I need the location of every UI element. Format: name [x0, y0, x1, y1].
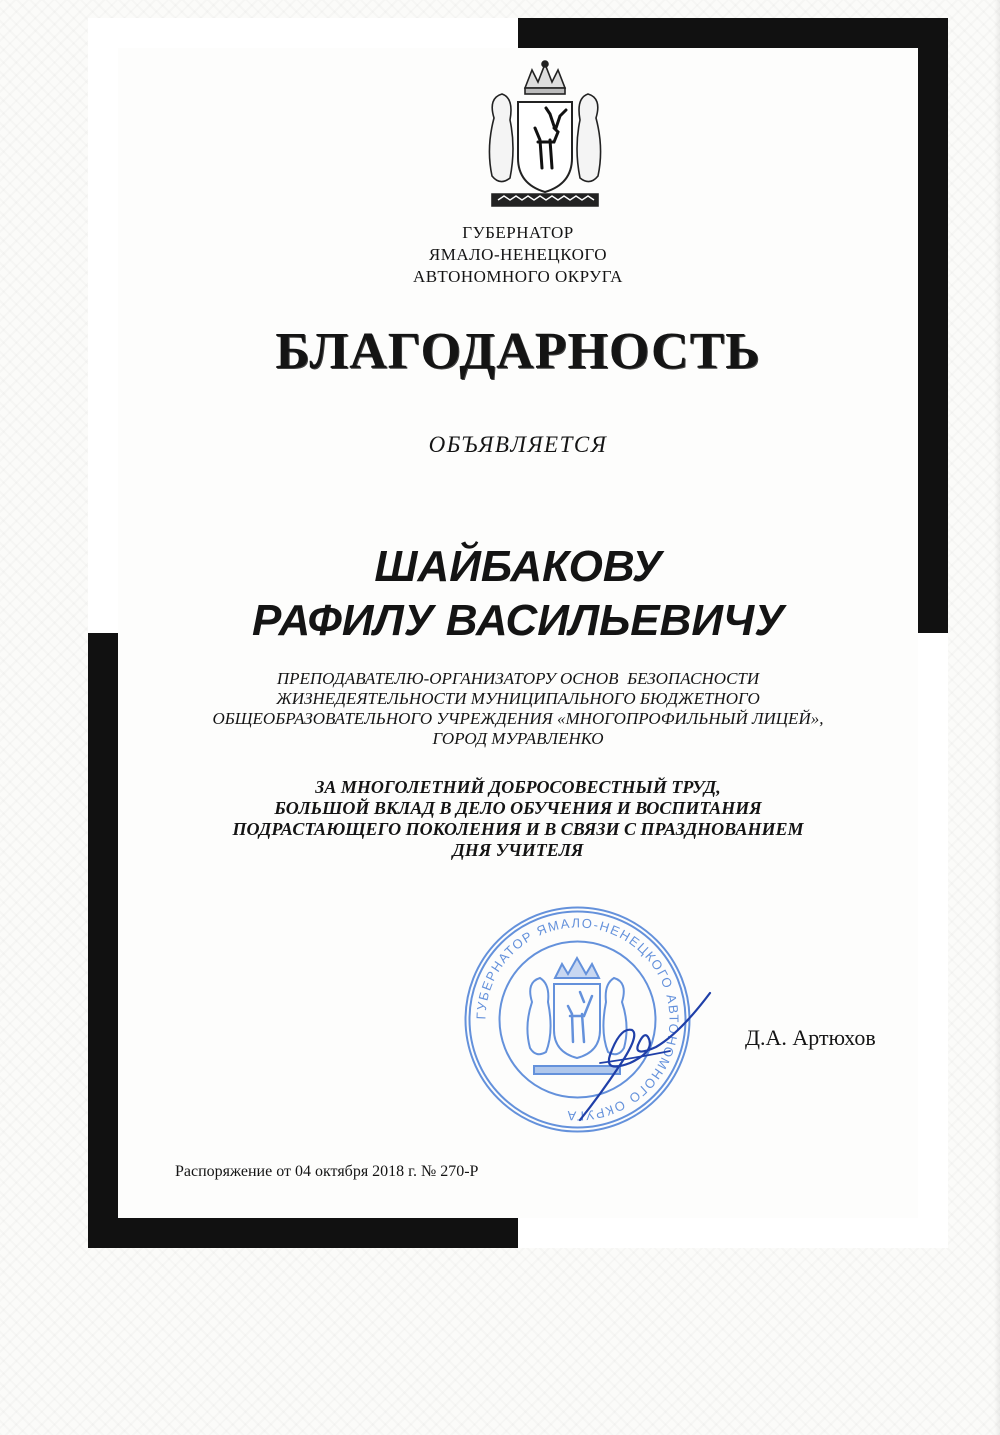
reason-line-2: БОЛЬШОЙ ВКЛАД В ДЕЛО ОБУЧЕНИЯ И ВОСПИТАНИЯ [274, 798, 762, 818]
position-line-3: ОБЩЕОБРАЗОВАТЕЛЬНОГО УЧРЕЖДЕНИЯ «МНОГОПРОФИЛЬНЫЙ ЛИЦЕЙ», [212, 709, 824, 728]
award-reason [118, 777, 918, 861]
issuer-block [118, 222, 918, 288]
seal-text: ГУБЕРНАТОР ЯМАЛО-НЕНЕЦКОГО АВТОНОМНОГО ОКРУГА [473, 915, 682, 1124]
announced-label: ОБЪЯВЛЯЕТСЯ [428, 432, 608, 457]
position-line-2: ЖИЗНЕДЕЯТЕЛЬНОСТИ МУНИЦИПАЛЬНОГО БЮДЖЕТНОГО [276, 689, 760, 708]
issuer-line-3: АВТОНОМНОГО ОКРУГА [413, 267, 623, 286]
reason-line-3: ПОДРАСТАЮЩЕГО ПОКОЛЕНИЯ И В СВЯЗИ С ПРАЗДНОВАНИЕМ [232, 819, 804, 839]
coat-of-arms-icon [480, 58, 610, 218]
signer-name: Д.А. Артюхов [745, 1025, 876, 1050]
recipient-given-names: РАФИЛУ ВАСИЛЬЕВИЧУ [251, 596, 785, 645]
document-title: БЛАГОДАРНОСТЬ [275, 323, 761, 380]
reason-line-4: ДНЯ УЧИТЕЛЯ [452, 840, 584, 860]
scan-edge-shadow [994, 0, 1000, 1435]
signature-icon [560, 985, 730, 1125]
recipient-surname: ШАЙБАКОВУ [374, 542, 662, 591]
recipient-position [118, 669, 918, 749]
position-line-1: ПРЕПОДАВАТЕЛЮ-ОРГАНИЗАТОРУ ОСНОВ БЕЗОПАСНОСТИ [276, 669, 760, 688]
order-reference: Распоряжение от 04 октября 2018 г. № 270-Р [175, 1163, 479, 1180]
recipient-name [118, 540, 918, 648]
reason-line-1: ЗА МНОГОЛЕТНИЙ ДОБРОСОВЕСТНЫЙ ТРУД, [315, 777, 721, 797]
issuer-line-1: ГУБЕРНАТОР [462, 223, 574, 242]
issuer-line-2: ЯМАЛО-НЕНЕЦКОГО [428, 245, 608, 264]
position-line-4: ГОРОД МУРАВЛЕНКО [432, 729, 604, 748]
